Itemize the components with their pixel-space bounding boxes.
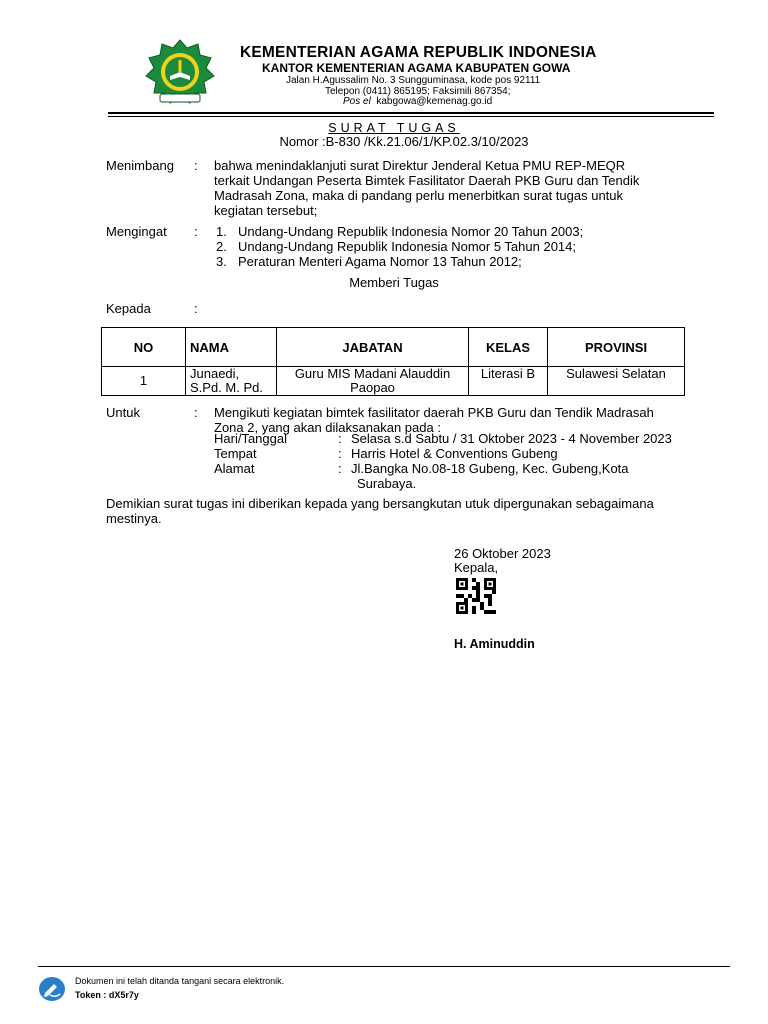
signature-role: Kepala, [454, 560, 499, 575]
cell-nama [186, 367, 277, 396]
jabatan-line: Paopao [350, 380, 395, 395]
detail-label: Hari/Tanggal [214, 431, 287, 446]
letterhead-address: Jalan H.Agussalim No. 3 Sungguminasa, kode pos 92111 [286, 75, 541, 86]
detail-value: Selasa s.d Sabtu / 31 Oktober 2023 - 4 November 2023 [351, 431, 672, 446]
item-number: 2. [216, 239, 227, 254]
item-number: 3. [216, 254, 227, 269]
menimbang-line: terkait Undangan Peserta Bimtek Fasilitator Daerah PKB Guru dan Tendik [214, 173, 640, 188]
letterhead-rule-thick [108, 112, 714, 114]
detail-value: Surabaya. [357, 476, 417, 491]
menimbang-line: kegiatan tersebut; [214, 203, 318, 218]
memberi-tugas-heading: Memberi Tugas [349, 275, 439, 290]
detail-value: Jl.Bangka No.08-18 Gubeng, Kec. Gubeng,Kota [351, 461, 629, 476]
detail-value: Harris Hotel & Conventions Gubeng [351, 446, 558, 461]
untuk-colon: : [194, 405, 198, 420]
document-number: Nomor :B-830 /Kk.21.06/1/KP.02.3/10/2023 [279, 134, 529, 149]
letterhead-phone: Telepon (0411) 865195; Faksimili 867354; [325, 86, 511, 97]
mengingat-label: Mengingat [106, 224, 167, 239]
item-number: 1. [216, 224, 227, 239]
detail-colon: : [338, 461, 342, 476]
detail-label: Tempat [214, 446, 257, 461]
cell-no: 1 [102, 367, 186, 396]
item-text: Undang-Undang Republik Indonesia Nomor 20 Tahun 2003; [238, 224, 584, 239]
detail-row [214, 446, 694, 461]
untuk-label: Untuk [106, 405, 140, 420]
table-row [102, 367, 685, 396]
nama-line: Junaedi, [190, 366, 240, 381]
signatory-name: H. Aminuddin [454, 637, 535, 651]
footer-rule [38, 966, 730, 967]
cell-kelas: Literasi B [469, 367, 548, 396]
esign-note: Dokumen ini telah ditanda tangani secara elektronik. [75, 976, 285, 986]
closing-line: mestinya. [106, 511, 162, 526]
letterhead-subtitle: KANTOR KEMENTERIAN AGAMA KABUPATEN GOWA [262, 61, 571, 75]
jabatan-line: Guru MIS Madani Alauddin [294, 366, 451, 381]
esign-logo-icon [38, 976, 66, 1002]
signature-date: 26 Oktober 2023 [454, 546, 551, 561]
letterhead-email [343, 96, 768, 107]
header-nama: NAMA [186, 328, 277, 367]
menimbang-line: bahwa menindaklanjuti surat Direktur Jenderal Ketua PMU REP-MEQR [214, 158, 626, 173]
header-jabatan: JABATAN [277, 328, 469, 367]
kepada-label: Kepada [106, 301, 151, 316]
untuk-details [214, 431, 694, 491]
email-label: Pos el [343, 96, 371, 107]
mengingat-colon: : [194, 224, 198, 239]
detail-row [214, 476, 694, 491]
closing-line: Demikian surat tugas ini diberikan kepada yang bersangkutan utuk dipergunakan sebagaimana [106, 496, 654, 511]
email-address: kabgowa@kemenag.go.id [376, 96, 493, 107]
untuk-line: Mengikuti kegiatan bimtek fasilitator daerah PKB Guru dan Tendik Madrasah [214, 405, 654, 420]
assignment-table [101, 327, 685, 396]
letterhead-rule-thin [108, 116, 714, 117]
item-text: Peraturan Menteri Agama Nomor 13 Tahun 2012; [238, 254, 522, 269]
menimbang-text [214, 158, 676, 218]
untuk-line: Zona 2, yang akan dilaksanakan pada : [214, 420, 441, 435]
letterhead-title: KEMENTERIAN AGAMA REPUBLIK INDONESIA [240, 44, 597, 61]
closing-text [106, 496, 696, 526]
detail-label: Alamat [214, 461, 255, 476]
qr-code-icon [456, 578, 496, 614]
cell-provinsi: Sulawesi Selatan [548, 367, 685, 396]
detail-row [214, 461, 694, 476]
nama-line: S.Pd. M. Pd. [190, 380, 263, 395]
menimbang-line: Madrasah Zona, maka di pandang perlu menerbitkan surat tugas untuk [214, 188, 624, 203]
esign-token: Token : dX5r7y [75, 990, 139, 1000]
mengingat-list [216, 224, 636, 269]
kepada-colon: : [194, 301, 198, 316]
menimbang-colon: : [194, 158, 198, 173]
item-text: Undang-Undang Republik Indonesia Nomor 5 Tahun 2014; [238, 239, 576, 254]
header-provinsi: PROVINSI [548, 328, 685, 367]
header-kelas: KELAS [469, 328, 548, 367]
menimbang-label: Menimbang [106, 158, 174, 173]
kemenag-logo [140, 38, 220, 108]
header-no: NO [102, 328, 186, 367]
mengingat-item [216, 254, 636, 269]
detail-row [214, 431, 694, 446]
document-title: SURAT TUGAS [328, 121, 460, 135]
detail-colon: : [338, 446, 342, 461]
detail-colon: : [338, 431, 342, 446]
table-header-row [102, 328, 685, 367]
mengingat-item [216, 239, 636, 254]
mengingat-item [216, 224, 636, 239]
cell-jabatan [277, 367, 469, 396]
